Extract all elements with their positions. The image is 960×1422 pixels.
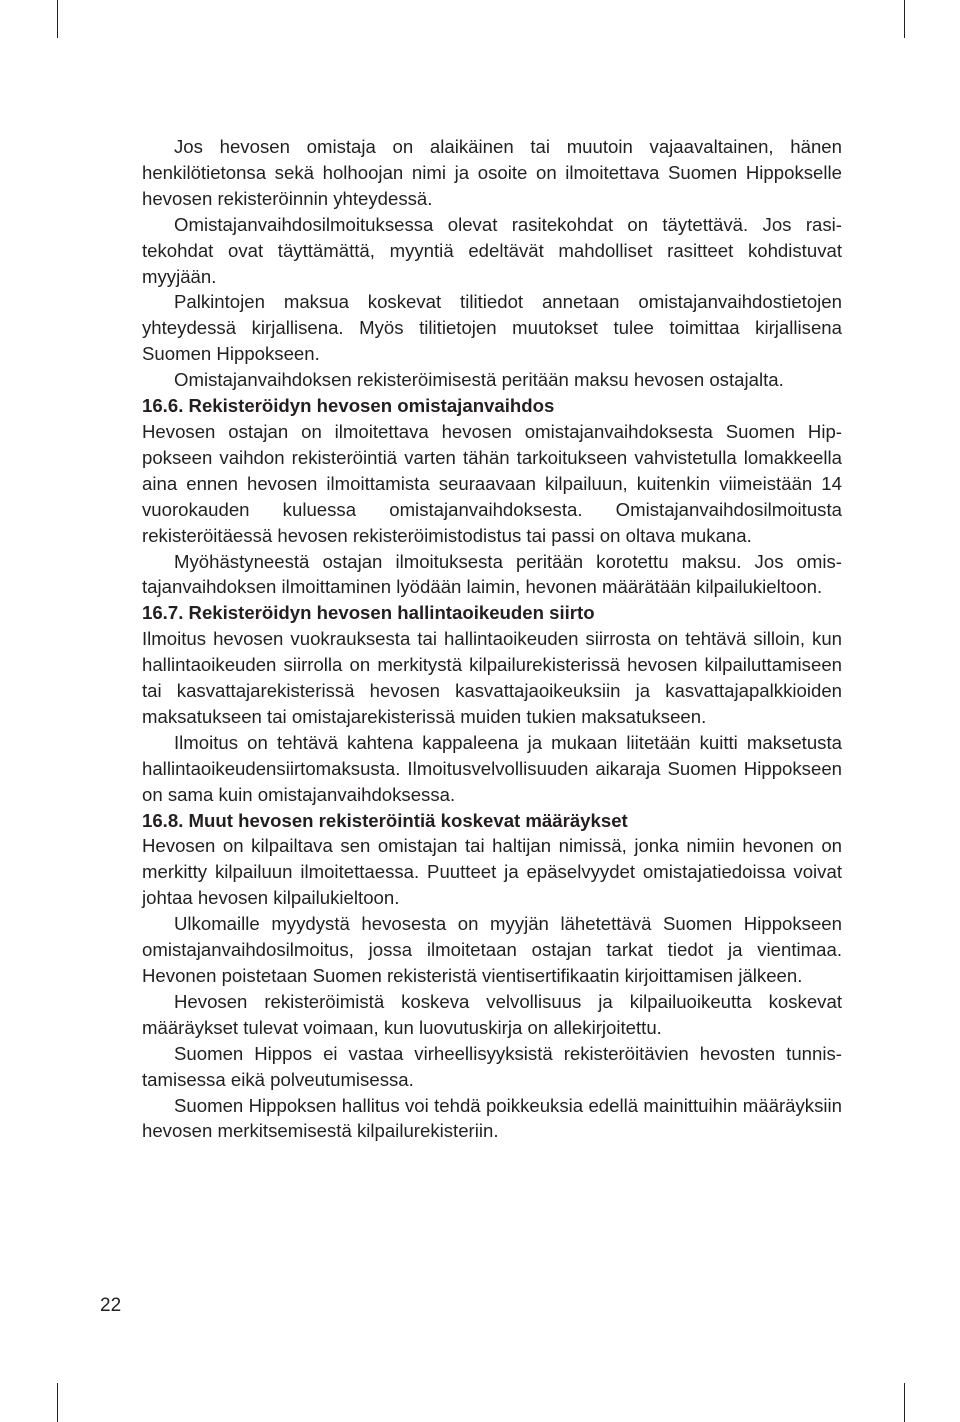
- page-body: [142, 134, 842, 1144]
- paragraph-encumbrances: Omistajanvaihdosilmoituksessa olevat rasitekohdat on täytettävä. Jos rasitekohdat ovat täyttämättä, myyntiä edeltävät mahdolliset rasitteet kohdistuvat myyjään.: [142, 213, 842, 287]
- paragraph-obligation-in-force: Hevosen rekisteröimistä koskeva velvollisuus ja kilpailuoikeutta koskevat määräykset tulevat voimaan, kun luovutuskirja on allekirjoitettu.: [142, 990, 842, 1038]
- page-number: 22: [100, 1295, 122, 1316]
- crop-mark-top-left: [57, 0, 58, 38]
- section-heading-16-8: 16.8. Muut hevosen rekisteröintiä koskevat määräykset: [142, 809, 628, 831]
- crop-mark-bottom-right: [904, 1383, 905, 1422]
- paragraph-lease-notice: Ilmoitus hevosen vuokrauksesta tai hallintaoikeuden siirrosta on tehtävä silloin, kun hallintaoikeuden siirrolla on merkitystä kilpailurekisterissä hevosen kilpailuttamiseen tai kasvattajarekisterissä hevosen kasvattajaoikeuksiin ja kasvattajapalkkioiden maksatukseen tai omistajarekisterissä muiden tukien maksatukseen.: [142, 628, 842, 727]
- section-heading-16-7: 16.7. Rekisteröidyn hevosen hallintaoikeuden siirto: [142, 602, 595, 624]
- paragraph-fee: Omistajanvaihdoksen rekisteröimisestä peritään maksu hevosen ostajalta.: [174, 369, 784, 391]
- paragraph-account-details: Palkintojen maksua koskevat tilitiedot annetaan omistajanvaihdostietojen yhteydessä kirjallisena. Myös tilitietojen muutokset tulee toimittaa kirjallisena Suomen Hippokseen.: [142, 291, 842, 365]
- paragraph-export: Ulkomaille myydystä hevosesta on myyjän lähetettävä Suomen Hippokseen omistajanvaihdosilmoitus, jossa ilmoitetaan ostajan tarkat tiedot ja vientimaa. Hevonen poistetaan Suomen rekisteristä vientisertifikaatin kirjoittamisen jälkeen.: [142, 913, 842, 986]
- paragraph-compete-in-owner-name: Hevosen on kilpailtava sen omistajan tai haltijan nimissä, jonka nimiin hevonen on merkitty kilpailuun ilmoitettaessa. Puutteet ja epäselvyydet omistajatiedoissa voivat johtaa hevosen kilpailukieltoon.: [142, 835, 842, 909]
- section-heading-16-6: 16.6. Rekisteröidyn hevosen omistajanvaihdos: [142, 395, 555, 417]
- crop-mark-bottom-left: [57, 1383, 58, 1422]
- paragraph-no-liability: Suomen Hippos ei vastaa virheellisyyksistä rekisteröitävien hevosten tunnistamisessa eikä polveutumisessa.: [142, 1042, 842, 1090]
- paragraph-ownership-change-notice: Hevosen ostajan on ilmoitettava hevosen omistajanvaihdoksesta Suomen Hippokseen vaihdon rekisteröintiä varten tähän tarkoitukseen vahvistetulla lomakkeella aina ennen hevosen ilmoittamista seuraavaan kilpailuun, kuitenkin viimeistään 14 vuorokauden kuluessa omistajanvaihdoksesta. Omistajanvaihdosilmoitusta rekisteröitäessä hevosen rekisteröimistodistus tai passi on oltava mukana.: [142, 420, 842, 546]
- paragraph-late-notice: Myöhästyneestä ostajan ilmoituksesta peritään korotettu maksu. Jos omistajanvaihdoksen ilmoittaminen lyödään laimin, hevonen määrätään kilpailukieltoon.: [142, 550, 842, 598]
- crop-mark-top-right: [904, 0, 905, 38]
- paragraph-minor-owner: Jos hevosen omistaja on alaikäinen tai muutoin vajaavaltainen, hänen henkilötietonsa sekä holhoojan nimi ja osoite on ilmoitettava Suomen Hippokselle hevosen rekisteröinnin yhteydessä.: [142, 136, 842, 209]
- paragraph-two-copies: Ilmoitus on tehtävä kahtena kappaleena ja mukaan liitetään kuitti maksetusta hallintaoikeudensiirtomaksusta. Ilmoitusvelvollisuuden aikaraja Suomen Hippokseen on sama kuin omistajanvaihdoksessa.: [142, 731, 842, 805]
- paragraph-exceptions: Suomen Hippoksen hallitus voi tehdä poikkeuksia edellä mainittuihin määräyksiin hevosen merkitsemisestä kilpailurekisteriin.: [142, 1094, 842, 1142]
